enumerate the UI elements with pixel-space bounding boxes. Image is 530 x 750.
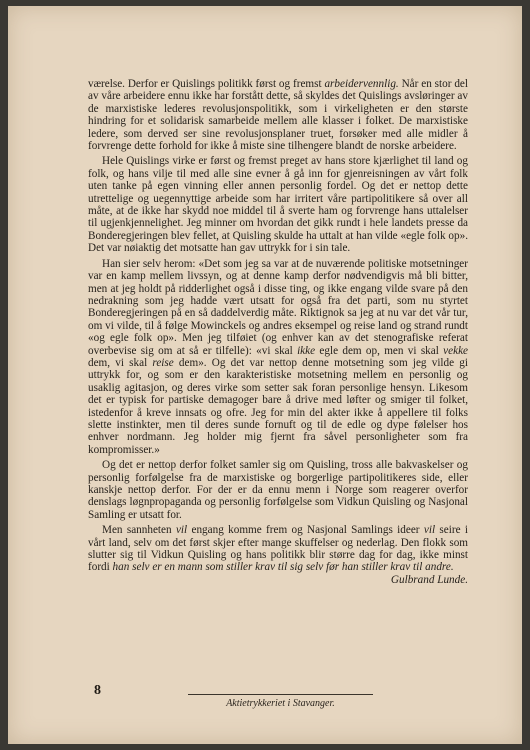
author-signature: Gulbrand Lunde. — [390, 573, 468, 586]
paragraph-5: Men sannheten vil engang komme frem og Nasjonal Samlings ideer vil seire i vårt land, selv om det først skjer efter mange skuffelser og nederlag. Den flokk som slutter sig til Vidkun Quisling og hans politikk blir større dag for dag, ikke minst fordi han selv er en mann som stiller krav til sig selv før han stiller krav til andre. Gulbrand Lunde. — [88, 524, 469, 586]
paragraph-3: Han sier selv herom: «Det som jeg sa var at de nuværende politiske motsetninger var en kamp mellem livssyn, og at denne kamp derfor nødvendigvis må bli bitter, men at jeg holdt på ridderlighet også i disse ting, og ikke engang vilde svare på den nedrakning som jeg hadde vært utsatt for også fra det parti, som nu styrtet Bonderegjeringen på en så daddelverdig måte. Riktignok sa jeg at nu var det vår tur, om vi vilde, til å følge Mowinckels og andres eksempel og reise land og strand rundt «og egle folk op». Men jeg tilføiet (og enhver kan av det stenografiske referat overbevise sig om at så er tilfelle): «vi skal ikke egle dem op, men vi skal vekke dem, vi skal reise dem». Og det var nettop denne motsetning som jeg vilde gi uttrykk for, og som er den karakteristiske motsetning mellem en personlig og usaklig agitasjon, og deres virke som setter sak foran personlige hensyn. Likesom det er typisk for partiske demagoger bare å drive med løfter og smiger til folket, istedenfor å kreve innsats og ofre. Jeg for min del akter ikke å appellere til folks slette instinkter, men til deres sunde fornuft og til de edle og dype følelser hos enhver nordmann. Jeg holder mig fjernt fra såvel personligheter som fra kompromisser.» — [88, 257, 468, 456]
emphasis: arbeidervennlig. — [324, 78, 399, 90]
page-number: 8 — [94, 683, 101, 698]
article-body — [88, 78, 468, 586]
printer-imprint: Aktietrykkeriet i Stavanger. — [226, 698, 335, 709]
paragraph-4: Og det er nettop derfor folket samler sig om Quisling, tross alle bakvaskelser og personlig forfølgelse fra de marxistiske og borgerlige partipolitikeres side, eller kanskje nettop derfor. For der er da ennu menn i Norge som reagerer overfor denslags løgnpropaganda og personlig forfølgelse som Vidkun Quisling og Nasjonal Samling er utsatt for. — [88, 459, 468, 521]
paragraph-2: Hele Quislings virke er først og fremst preget av hans store kjærlighet til land og folk, og hans vilje til med alle sine evner å gå inn for gjenreisningen av vårt folk uten tanke på egen vinning eller annen personlig fordel. Og det er nettop dette utrettelige og uegennyttige arbeide som har irritert våre partipolitikere så over all måte, at de ikke har skydd noe middel til å sverte ham og forvrenge hans uttalelser til ugjenkjennelighet. Jeg minner om hvordan det gikk rundt i hele landets presse da Bonderegjeringen blev fellet, at Quisling skulde ha uttalt at han vilde «egle folk op». Det var nøiaktig det motsatte han gav uttrykk for i sin tale. — [88, 155, 468, 255]
emphasis: vil — [175, 524, 188, 537]
emphasis: vil — [423, 524, 436, 537]
emphasis: han selv er en mann som stiller krav til sig selv før han stiller krav til andre. — [112, 561, 454, 574]
document-page — [8, 6, 522, 744]
paragraph-1: værelse. Derfor er Quislings politikk først og fremst arbeidervennlig. Når en stor del av våre arbeidere ennu ikke har forstått dette, så skyldes det Quislings avsløringer av de marxistiske lederes revolusjonspolitikk, som i virkeligheten er den største hindring for et solidarisk samarbeide mellem alle klasser i folket. De marxistiske ledere, som derved ser sine revolusjonsplaner truet, forsøker med alle midler å forvrenge dette forhold for ikke å miste sine tilhengere blandt de norske arbeidere. — [88, 78, 468, 153]
emphasis: ikke — [297, 344, 316, 357]
footer-divider — [188, 694, 373, 695]
emphasis: vekke — [443, 344, 468, 357]
emphasis: reise — [152, 356, 174, 369]
